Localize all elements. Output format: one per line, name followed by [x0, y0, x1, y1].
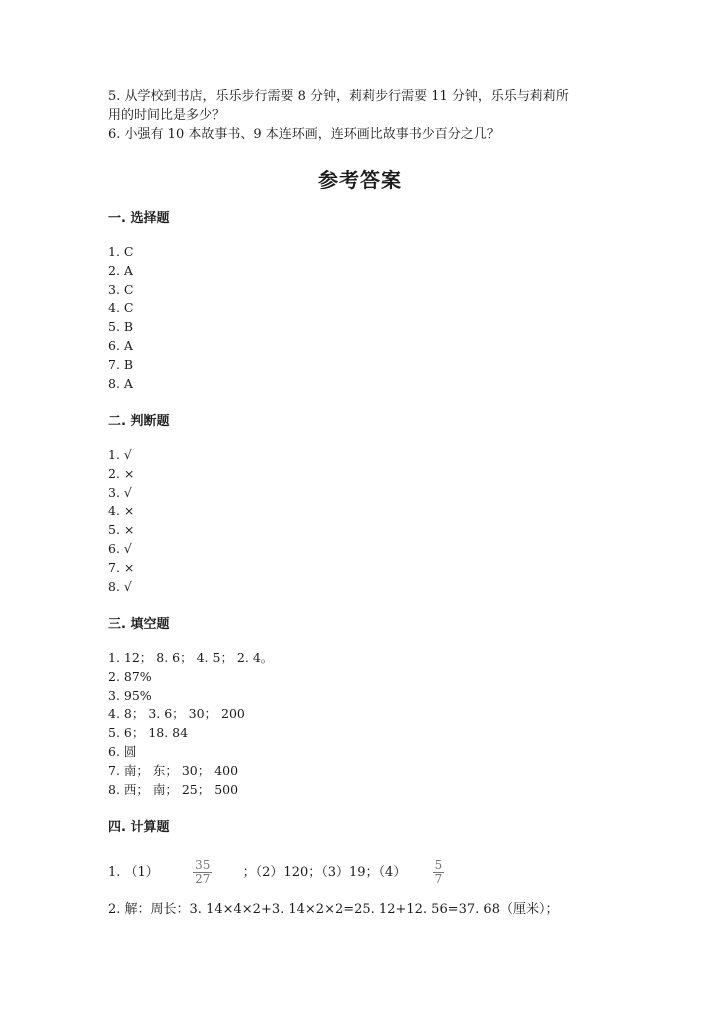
question-5-line-2: 用的时间比是多少？: [108, 108, 226, 123]
fraction: [433, 859, 445, 886]
list-item: 1. C: [108, 244, 134, 259]
list-item: 3. √: [108, 484, 132, 500]
section-heading-fill: 三. 填空题: [108, 617, 170, 632]
section-heading-judge: 二. 判断题: [108, 414, 170, 429]
question-5-line-1: 5. 从学校到书店，乐乐步行需要 8 分钟，莉莉步行需要 11 分钟，乐乐与莉莉所: [108, 89, 569, 104]
fraction: [193, 859, 212, 886]
list-item: 2. 87%: [108, 668, 152, 684]
list-item: 6. 圆: [108, 743, 137, 759]
fill-answer-list: [108, 649, 273, 799]
list-item: 8. A: [108, 375, 133, 391]
question-6: 6. 小强有 10 本故事书、9 本连环画，连环画比故事书少百分之几？: [108, 127, 500, 142]
fraction-numerator: 5: [434, 858, 443, 872]
answer-title: 参考答案: [318, 168, 402, 192]
section-heading-calc: 四. 计算题: [108, 820, 170, 835]
list-item: 4. ×: [108, 503, 135, 519]
list-item: 2. ×: [108, 465, 135, 481]
calc-1-prefix: 1. （1）: [108, 865, 159, 880]
list-item: 5. B: [108, 319, 134, 335]
list-item: 3. C: [108, 281, 134, 297]
list-item: 6. √: [108, 540, 132, 556]
list-item: 2. A: [108, 262, 133, 278]
fraction-denominator: 7: [434, 872, 443, 886]
list-item: 5. ×: [108, 522, 135, 538]
list-item: 7. B: [108, 356, 134, 372]
list-item: 1. √: [108, 447, 132, 462]
list-item: 5. 6； 18. 84: [108, 725, 189, 741]
list-item: 7. ×: [108, 559, 135, 575]
fraction-numerator: 35: [195, 858, 211, 872]
fraction-denominator: 27: [195, 872, 211, 886]
list-item: 7. 南； 东； 30； 400: [108, 762, 239, 778]
list-item: 8. 西； 南； 25； 500: [108, 781, 239, 797]
list-item: 1. 12； 8. 6； 4. 5； 2. 4。: [108, 650, 274, 665]
list-item: 8. √: [108, 578, 132, 594]
list-item: 4. C: [108, 300, 134, 316]
section-heading-choice: 一. 选择题: [108, 211, 170, 226]
judge-answer-list: [108, 446, 134, 596]
choice-answer-list: [108, 243, 133, 393]
calc-1-middle: ；（2）120；（3）19；（4）: [242, 865, 407, 880]
calc-answer-2: 2. 解：周长：3. 14×4×2+3. 14×2×2=25. 12+12. 56=37. 68（厘米）；: [108, 902, 559, 917]
list-item: 3. 95%: [108, 687, 152, 703]
list-item: 4. 8； 3. 6； 30； 200: [108, 706, 245, 722]
list-item: 6. A: [108, 337, 133, 353]
calc-answer-1: [108, 858, 444, 888]
